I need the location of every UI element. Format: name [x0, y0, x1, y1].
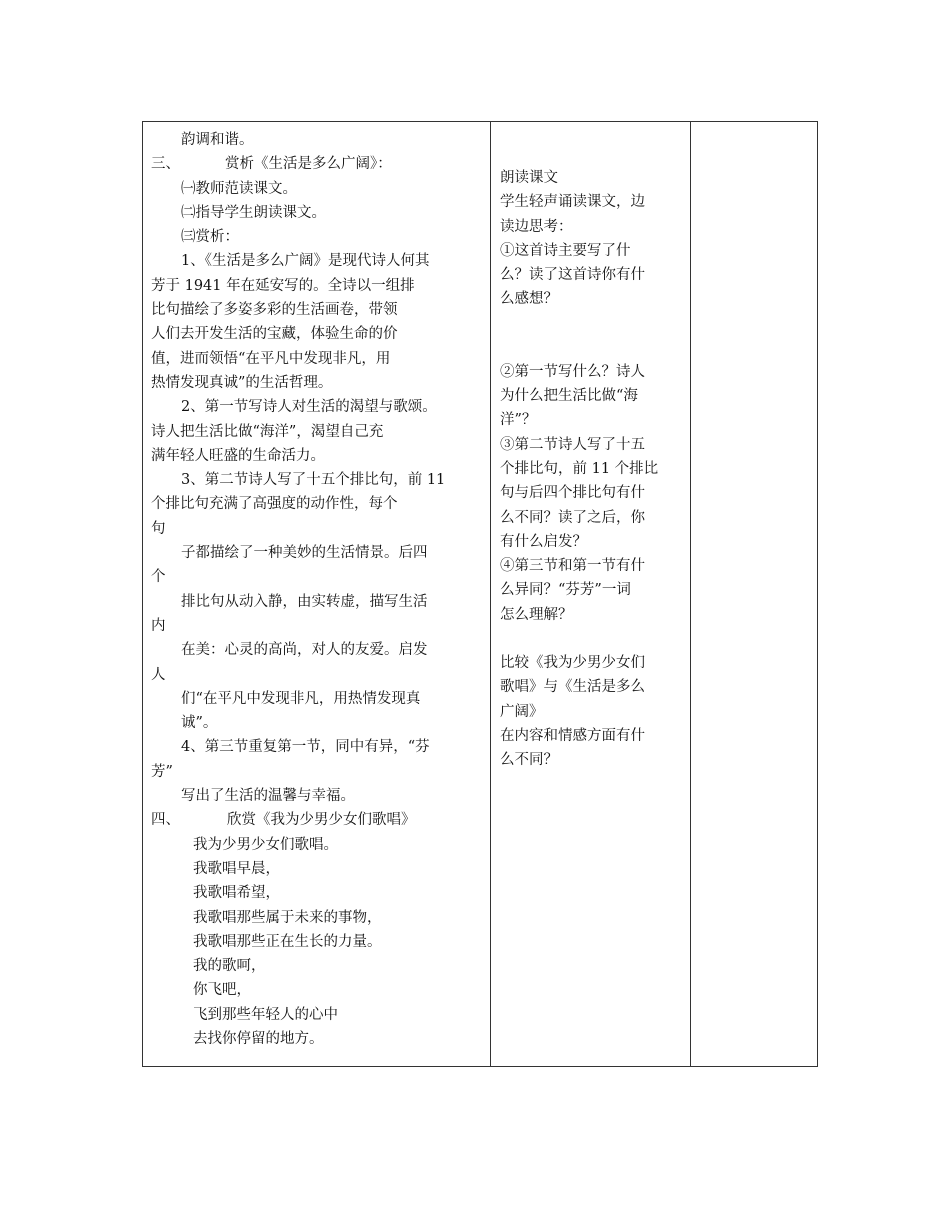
text-line: 2、第一节写诗人对生活的渴望与歌颂。 [181, 399, 437, 416]
section-heading [151, 808, 480, 832]
text-line: 比句描绘了多姿多彩的生活画卷，带领 [151, 302, 398, 319]
text-line: 个排比句充满了高强度的动作性，每个 [151, 496, 398, 513]
section-number: 四、 [151, 812, 180, 829]
text-line: 歌唱》与《生活是多么 [500, 679, 645, 696]
text-line: 在美：心灵的高尚，对人的友爱。启发 [181, 642, 428, 659]
text-line: 诚”。 [181, 715, 218, 732]
text-line: 广阔》 [500, 703, 544, 720]
text-line: ㈠教师范读课文。 [181, 180, 297, 197]
text-line: 我歌唱希望， [193, 885, 280, 902]
section-heading [151, 152, 480, 176]
section-number: 三、 [151, 156, 180, 173]
text-line: 我歌唱那些属于未来的事物， [193, 909, 382, 926]
teaching-content-column [143, 122, 490, 1066]
text-line: 子都描绘了一种美妙的生活情景。后四 [181, 545, 428, 562]
text-line: 学生轻声诵读课文，边 [500, 194, 645, 211]
text-line: ㈢赏析： [181, 229, 239, 246]
text-line: ①这首诗主要写了什 [500, 242, 631, 259]
text-line: 么感想？ [500, 291, 558, 308]
section-title: 赏析《生活是多么广阔》： [225, 156, 392, 173]
text-line: 怎么理解？ [500, 606, 573, 623]
text-line: 满年轻人旺盛的生命活力。 [151, 447, 325, 464]
text-line: 为什么把生活比做“海 [500, 388, 638, 405]
student-activity-column [490, 122, 690, 1066]
text-line: 在内容和情感方面有什 [500, 727, 645, 744]
text-line: 么异同？“芬芳”一词 [500, 582, 631, 599]
text-line: 芳于 1941 年在延安写的。全诗以一组排 [151, 277, 415, 294]
text-line: 写出了生活的温馨与幸福。 [181, 788, 355, 805]
text-line: 们“在平凡中发现非凡，用热情发现真 [181, 690, 421, 707]
text-line: 飞到那些年轻人的心中 [193, 1006, 338, 1023]
text-line: 我歌唱那些正在生长的力量。 [193, 933, 382, 950]
text-line: 去找你停留的地方。 [193, 1030, 324, 1047]
text-line: 我的歌呵， [193, 958, 266, 975]
text-line: 有什么启发？ [500, 533, 587, 550]
text-line: 人们去开发生活的宝藏，体验生命的价 [151, 326, 398, 343]
text-line: 韵调和谐。 [181, 132, 254, 148]
text-line: ④第三节和第一节有什 [500, 558, 645, 575]
text-line: 3、第二节诗人写了十五个排比句，前 11 [181, 472, 446, 489]
text-line: 么不同？读了之后，你 [500, 509, 645, 526]
text-line: 芳” [151, 763, 173, 780]
text-line: 4、第三节重复第一节，同中有异，“芬 [181, 739, 430, 756]
text-line: 个 [151, 569, 166, 586]
section-title: 欣赏《我为少男少女们歌唱》 [227, 812, 416, 829]
text-line: 值，进而领悟“在平凡中发现非凡，用 [151, 350, 391, 367]
text-line: 你飞吧， [193, 982, 251, 999]
text-line: 诗人把生活比做“海洋”，渴望自己充 [151, 423, 384, 440]
text-line: ②第一节写什么？诗人 [500, 363, 645, 380]
text-line: ③第二节诗人写了十五 [500, 436, 645, 453]
lesson-table [142, 121, 818, 1067]
text-line: 排比句从动入静，由实转虚，描写生活 [181, 593, 428, 610]
text-line: 热情发现真诚”的生活哲理。 [151, 374, 333, 391]
text-line: 朗读课文 [500, 170, 558, 186]
text-line: 句与后四个排比句有什 [500, 485, 645, 502]
text-line: 读边思考： [500, 218, 573, 235]
text-line: 句 [151, 520, 166, 537]
text-line: 洋”？ [500, 412, 537, 429]
text-line: 我歌唱早晨， [193, 860, 280, 877]
text-line: 个排比句，前 11 个排比 [500, 460, 659, 477]
text-line: 人 [151, 666, 166, 683]
text-line: 么？读了这首诗你有什 [500, 267, 645, 284]
text-line: 比较《我为少男少女们 [500, 655, 645, 672]
text-line: 内 [151, 617, 166, 634]
text-line: 1、《生活是多么广阔》是现代诗人何其 [181, 253, 430, 270]
text-line: ㈡指导学生朗读课文。 [181, 204, 326, 221]
notes-column [690, 122, 819, 1066]
text-line: 我为少男少女们歌唱。 [193, 836, 338, 853]
text-line: 么不同？ [500, 752, 558, 769]
